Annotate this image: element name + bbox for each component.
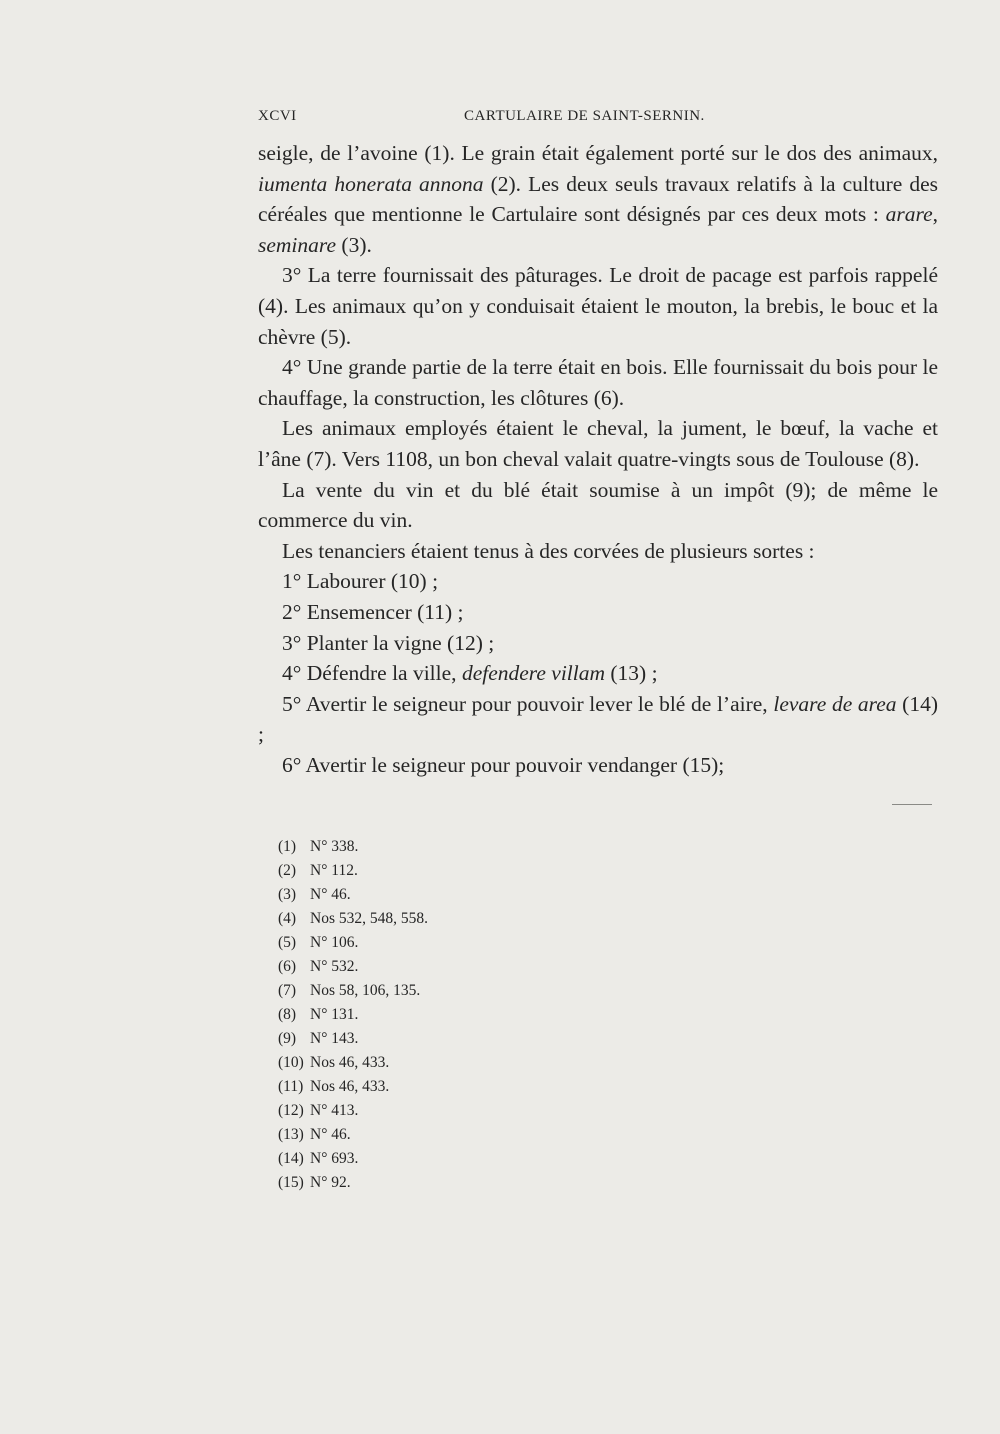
footnote <box>278 1075 678 1099</box>
footnote-number: (2) <box>278 862 297 879</box>
footnote-number: (4) <box>278 910 297 927</box>
footnote-number: (10) <box>278 1054 304 1071</box>
footnote-number: (15) <box>278 1174 304 1191</box>
body-paragraph-continued: seigle, de l’avoine (1). Le grain était également porté sur le dos des animaux, iumenta honerata annona (2). Les deux seuls travaux relatifs à la culture des céréales que mentionne le Cartulaire sont désignés par ces deux mots : arare, seminare (3). <box>258 141 938 257</box>
footnote-number: (14) <box>278 1150 304 1167</box>
footnote <box>278 931 678 955</box>
footnote-text: N° 112. <box>310 862 358 879</box>
footnote-number: (12) <box>278 1102 304 1119</box>
footnote-text: N° 131. <box>310 1006 359 1023</box>
footnotes <box>278 835 678 1195</box>
footnote-text: Nos 58, 106, 135. <box>310 982 421 999</box>
footnote-text: N° 46. <box>310 886 351 903</box>
footnote <box>278 835 678 859</box>
body-paragraph: 6° Avertir le seigneur pour pouvoir vendanger (15); <box>282 752 725 777</box>
footnote-number: (11) <box>278 1078 304 1095</box>
footnote-number: (5) <box>278 934 297 951</box>
footnote-text: N° 46. <box>310 1126 351 1143</box>
footnote-text: N° 532. <box>310 958 359 975</box>
running-title: CARTULAIRE DE SAINT-SERNIN. <box>464 108 705 124</box>
footnote <box>278 859 678 883</box>
footnote <box>278 1027 678 1051</box>
body-paragraph: 3° Planter la vigne (12) ; <box>282 630 495 655</box>
footnote-text: N° 143. <box>310 1030 359 1047</box>
footnote-text: N° 338. <box>310 838 359 855</box>
body-paragraph: 4° Une grande partie de la terre était en bois. Elle fournissait du bois pour le chauffage, la construction, les clôtures (6). <box>258 355 938 410</box>
body-paragraph: Les tenanciers étaient tenus à des corvées de plusieurs sortes : <box>282 538 815 563</box>
footnote-number: (9) <box>278 1030 297 1047</box>
footnote-number: (8) <box>278 1006 297 1023</box>
body-paragraph: 4° Défendre la ville, defendere villam (13) ; <box>282 661 658 686</box>
footnote <box>278 1051 678 1075</box>
page-number: XCVI <box>258 108 297 124</box>
footnote-text: N° 693. <box>310 1150 359 1167</box>
footnote-text: Nos 46, 433. <box>310 1054 390 1071</box>
footnote-number: (13) <box>278 1126 304 1143</box>
body-paragraph: La vente du vin et du blé était soumise à un impôt (9); de même le commerce du vin. <box>258 477 938 533</box>
footnote-text: N° 413. <box>310 1102 359 1119</box>
footnote <box>278 979 678 1003</box>
footnote <box>278 1123 678 1147</box>
footnote-text: N° 92. <box>310 1174 351 1191</box>
footnote-text: N° 106. <box>310 934 359 951</box>
body-paragraph: 1° Labourer (10) ; <box>282 569 439 594</box>
body-paragraph: 5° Avertir le seigneur pour pouvoir lever le blé de l’aire, levare de area (14) ; <box>258 691 938 747</box>
footnote <box>278 955 678 979</box>
footnote-number: (1) <box>278 838 297 855</box>
footnote <box>278 907 678 931</box>
body-paragraph: 2° Ensemencer (11) ; <box>282 599 464 624</box>
body-paragraph: 3° La terre fournissait des pâturages. Le droit de pacage est parfois rappelé (4). Les animaux qu’on y conduisait étaient le mouton, la brebis, le bouc et la chèvre (5). <box>258 263 938 349</box>
footnote-number: (3) <box>278 886 297 903</box>
footnote-text: Nos 532, 548, 558. <box>310 910 428 927</box>
footnote-number: (6) <box>278 958 297 975</box>
body-text <box>258 138 938 780</box>
body-paragraph: Les animaux employés étaient le cheval, la jument, le bœuf, la vache et l’âne (7). Vers 1108, un bon cheval valait quatre-vingts sous de Toulouse (8). <box>258 416 938 471</box>
footnote-text: Nos 46, 433. <box>310 1078 390 1095</box>
footnote-number: (7) <box>278 982 297 999</box>
footnote <box>278 1099 678 1123</box>
footnote <box>278 1003 678 1027</box>
footnote <box>278 883 678 907</box>
footnote <box>278 1147 678 1171</box>
footnote-rule <box>892 804 932 805</box>
footnote <box>278 1171 678 1195</box>
